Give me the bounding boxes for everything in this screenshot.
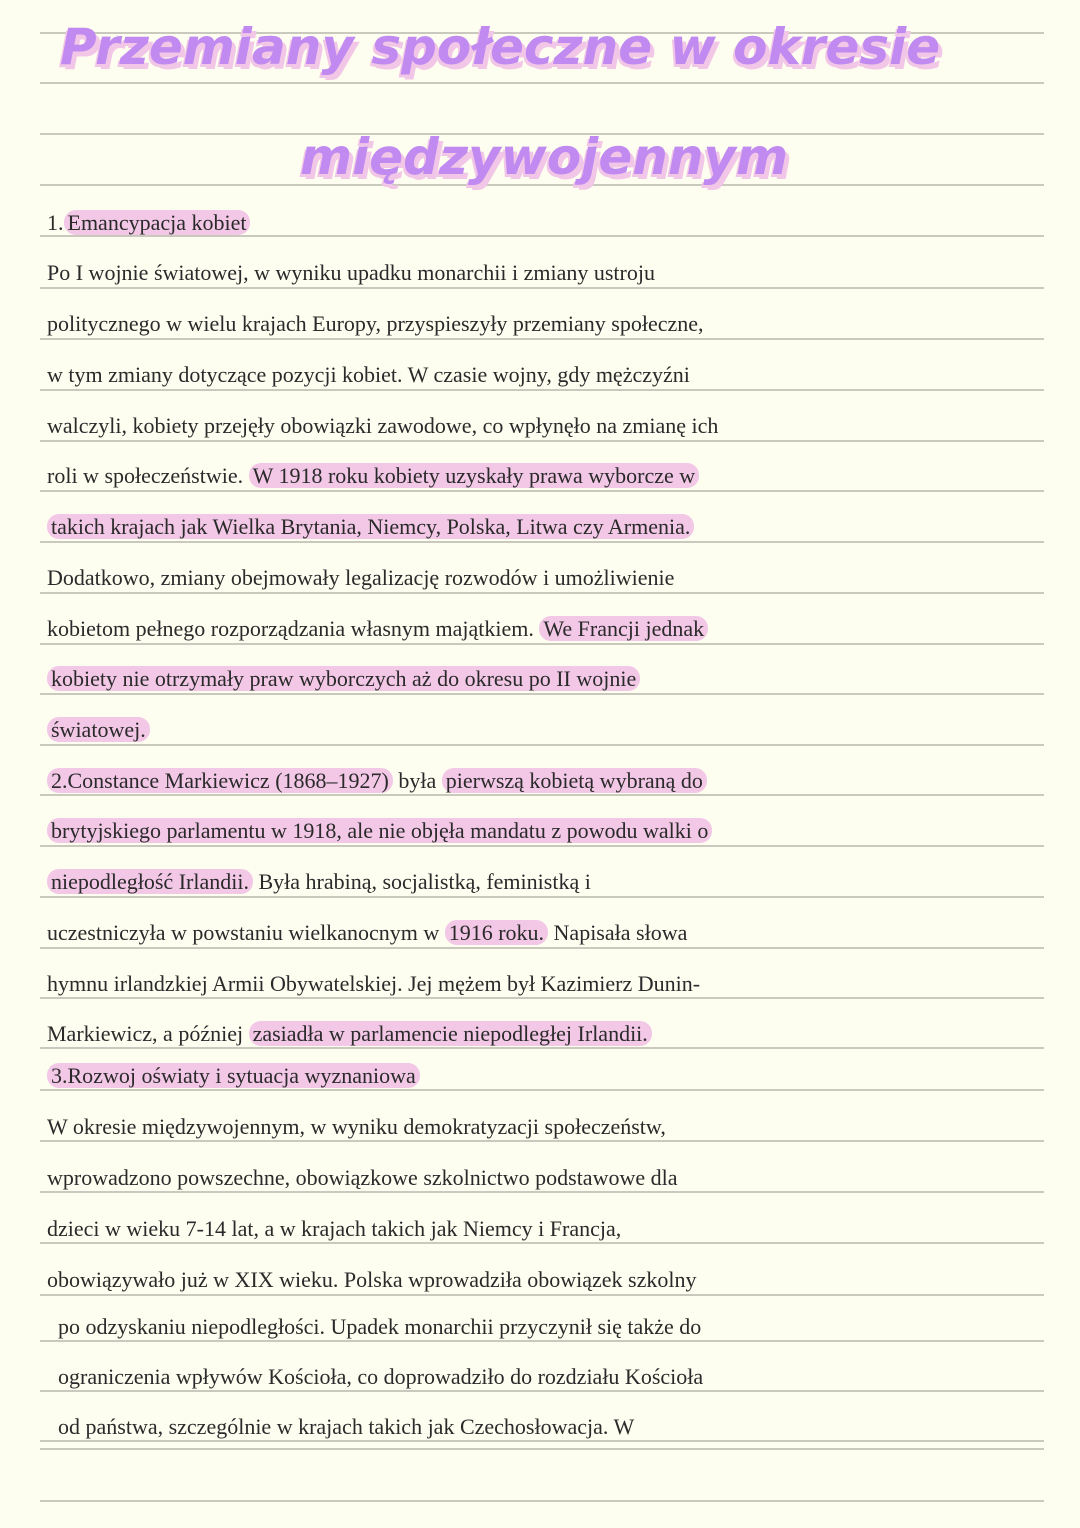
text-segment: W okresie międzywojennym, w wyniku demokratyzacji społeczeństw, [47, 1114, 666, 1139]
highlighted-text: niepodległość Irlandii. [47, 869, 253, 894]
highlighted-text: zasiadła w parlamencie niepodległej Irlandii. [249, 1021, 652, 1046]
rule-line [40, 997, 1044, 999]
rule-line [40, 1500, 1044, 1502]
text-segment: była [392, 768, 442, 793]
rule-line [40, 1440, 1044, 1442]
text-line [47, 413, 718, 439]
rule-line [40, 592, 1044, 594]
text-segment: 1. [47, 210, 64, 235]
text-line [47, 971, 700, 997]
text-line [47, 1216, 621, 1242]
rule-line [40, 896, 1044, 898]
text-segment: uczestniczyła w powstaniu wielkanocnym w [47, 920, 445, 945]
text-line [47, 717, 150, 743]
text-line [58, 1314, 701, 1340]
rule-line [40, 490, 1044, 492]
text-line [47, 311, 704, 337]
highlighted-text: 2.Constance Markiewicz (1868–1927) [47, 768, 393, 793]
text-line [47, 210, 250, 236]
text-line [47, 768, 707, 794]
text-line [47, 616, 708, 642]
rule-line [40, 82, 1044, 84]
text-segment: Po I wojnie światowej, w wyniku upadku monarchii i zmiany ustroju [47, 260, 655, 285]
highlighted-text: pierwszą kobietą wybraną do [442, 768, 707, 793]
highlighted-text: 1916 roku. [445, 920, 548, 945]
rule-line [40, 1448, 1044, 1450]
text-line [47, 362, 690, 388]
rule-line [40, 338, 1044, 340]
text-line [47, 565, 674, 591]
highlighted-text: brytyjskiego parlamentu w 1918, ale nie objęła mandatu z powodu walki o [47, 818, 712, 843]
text-line [47, 666, 640, 692]
text-line [58, 1364, 703, 1390]
page-title-line-2: międzywojennym [300, 128, 789, 186]
text-line [47, 514, 694, 540]
rule-line [40, 1390, 1044, 1392]
text-segment: dzieci w wieku 7-14 lat, a w krajach takich jak Niemcy i Francja, [47, 1216, 622, 1241]
highlighted-text: 3.Rozwoj oświaty i sytuacja wyznaniowa [47, 1063, 420, 1088]
rule-line [40, 947, 1044, 949]
text-line [47, 463, 699, 489]
text-line [47, 920, 687, 946]
text-segment: obowiązywało już w XIX wieku. Polska wprowadziła obowiązek szkolny [47, 1267, 697, 1292]
page-title-line-1: Przemiany społeczne w okresie [60, 18, 941, 76]
rule-line [40, 1089, 1044, 1091]
text-segment: Dodatkowo, zmiany obejmowały legalizację rozwodów i umożliwienie [47, 565, 675, 590]
rule-line [40, 845, 1044, 847]
text-segment: walczyli, kobiety przejęły obowiązki zawodowe, co wpłynęło na zmianę ich [47, 413, 719, 438]
highlighted-text: Emancypacja kobiet [64, 210, 251, 235]
text-segment: hymnu irlandzkiej Armii Obywatelskiej. Jej mężem był Kazimierz Dunin- [47, 971, 701, 996]
text-segment: Napisała słowa [548, 920, 688, 945]
text-segment: Była hrabiną, socjalistką, feministką i [252, 869, 591, 894]
rule-line [40, 440, 1044, 442]
text-segment: roli w społeczeństwie. [47, 463, 249, 488]
highlighted-text: W 1918 roku kobiety uzyskały prawa wyborcze w [249, 463, 700, 488]
text-segment: kobietom pełnego rozporządzania własnym majątkiem. [47, 616, 540, 641]
highlighted-text: światowej. [47, 717, 150, 742]
highlighted-text: We Francji jednak [539, 616, 708, 641]
rule-line [40, 1047, 1044, 1049]
text-line [47, 1063, 420, 1089]
text-line [47, 818, 712, 844]
rule-line [40, 287, 1044, 289]
rule-line [40, 643, 1044, 645]
text-segment: Markiewicz, a później [47, 1021, 249, 1046]
text-line [47, 260, 655, 286]
text-line [47, 1021, 652, 1047]
rule-line [40, 1140, 1044, 1142]
rule-line [40, 1242, 1044, 1244]
text-segment: od państwa, szczególnie w krajach takich jak Czechosłowacja. W [58, 1414, 635, 1439]
highlighted-text: kobiety nie otrzymały praw wyborczych aż do okresu po II wojnie [47, 666, 640, 691]
text-line [47, 1267, 696, 1293]
rule-line [40, 794, 1044, 796]
text-line [58, 1414, 634, 1440]
highlighted-text: takich krajach jak Wielka Brytania, Niemcy, Polska, Litwa czy Armenia. [47, 514, 694, 539]
rule-line [40, 541, 1044, 543]
text-segment: ograniczenia wpływów Kościoła, co doprowadziło do rozdziału Kościoła [58, 1364, 704, 1389]
rule-line [40, 1191, 1044, 1193]
text-segment: po odzyskaniu niepodległości. Upadek monarchii przyczynił się także do [58, 1314, 702, 1339]
text-line [47, 1165, 678, 1191]
text-segment: politycznego w wielu krajach Europy, przyspieszyły przemiany społeczne, [47, 311, 704, 336]
text-line [47, 1114, 666, 1140]
rule-line [40, 693, 1044, 695]
rule-line [40, 744, 1044, 746]
text-segment: w tym zmiany dotyczące pozycji kobiet. W czasie wojny, gdy mężczyźni [47, 362, 690, 387]
rule-line [40, 1340, 1044, 1342]
text-line [47, 869, 591, 895]
rule-line [40, 1294, 1044, 1296]
rule-line [40, 389, 1044, 391]
text-segment: wprowadzono powszechne, obowiązkowe szkolnictwo podstawowe dla [47, 1165, 678, 1190]
